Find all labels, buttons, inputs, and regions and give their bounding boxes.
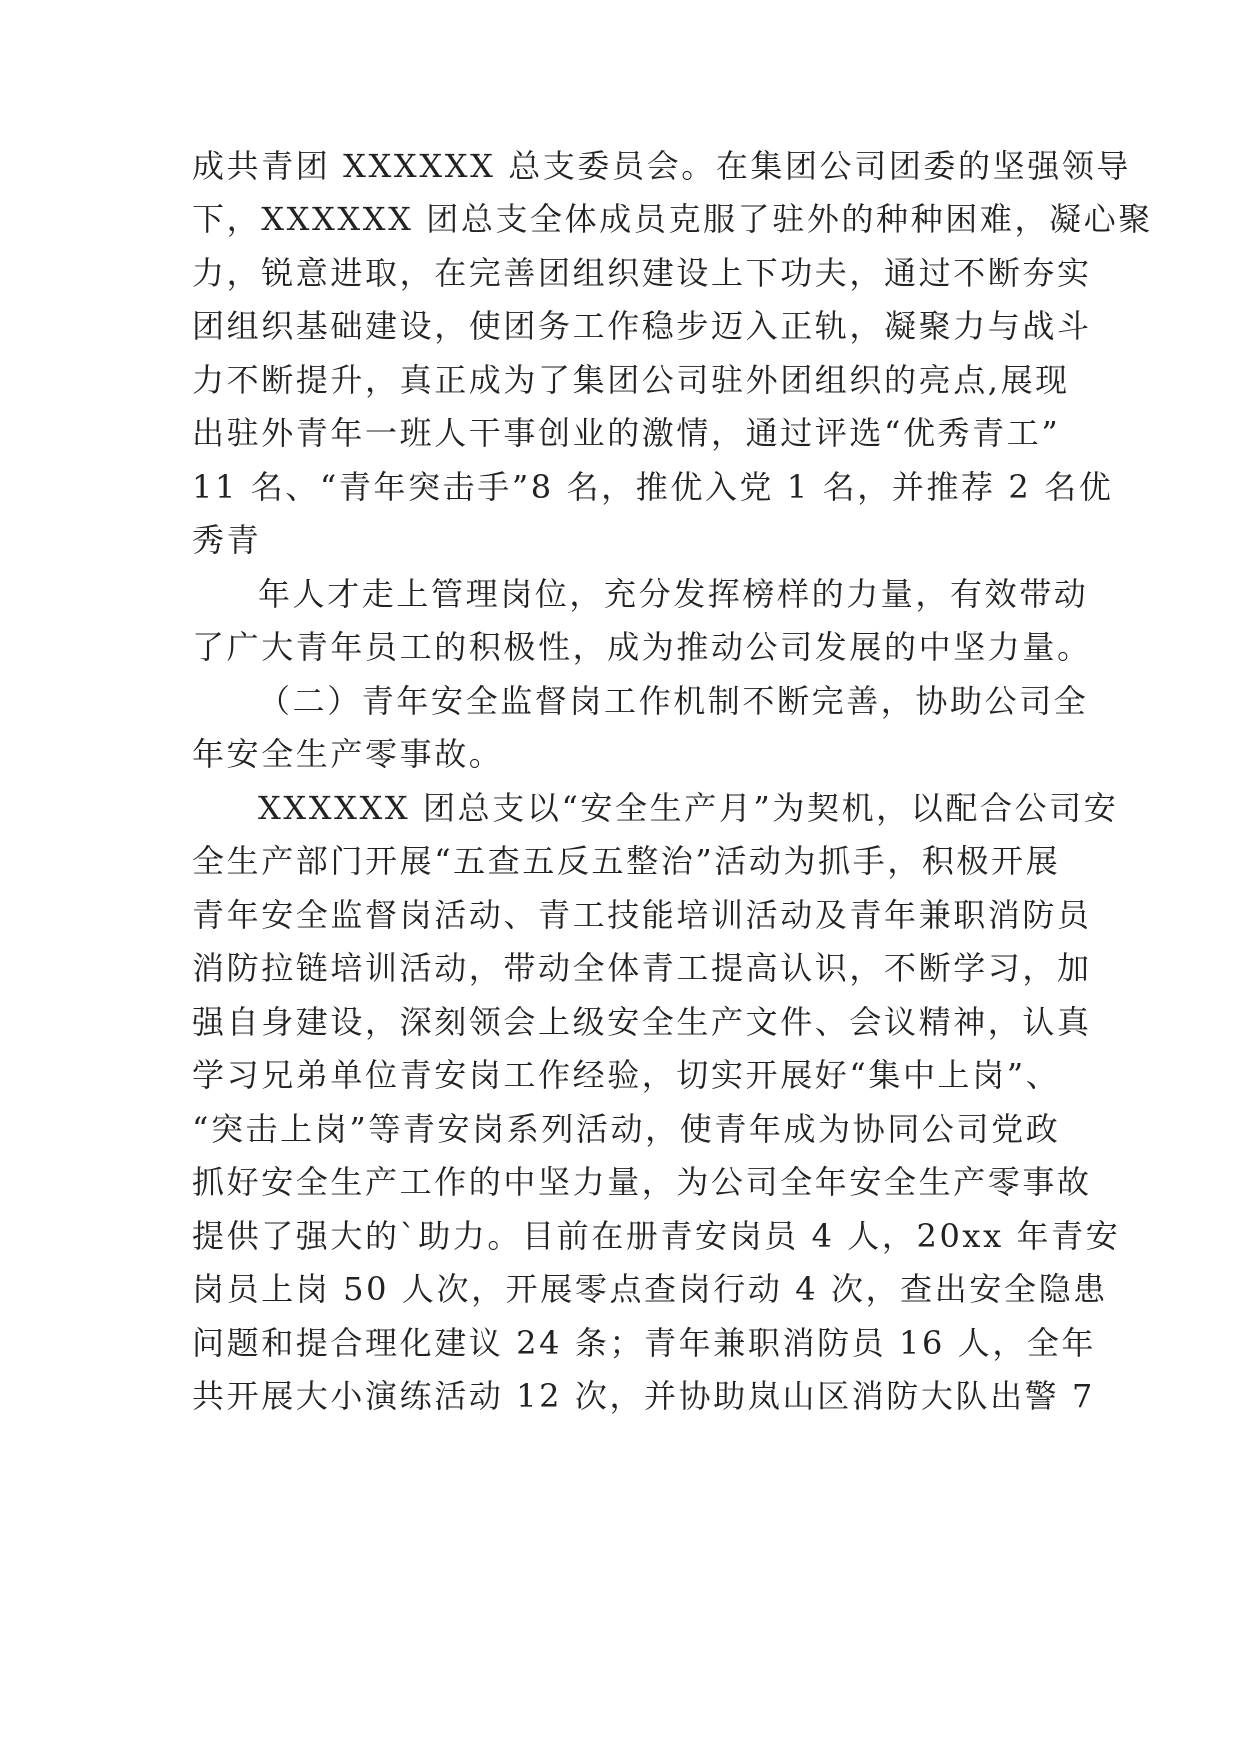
text-line-22: 岗员上岗 50 人次，开展零点查岗行动 4 次，查出安全隐患 <box>192 1270 1108 1308</box>
text-line-9: 年人才走上管理岗位，充分发挥榜样的力量，有效带动 <box>258 575 1089 613</box>
text-line-8: 秀青 <box>192 521 262 559</box>
text-line-4: 团组织基础建设，使团务工作稳步迈入正轨，凝聚力与战斗 <box>192 307 1092 345</box>
text-line-13: XXXXXX 团总支以“安全生产月”为契机，以配合公司安 <box>258 789 1119 827</box>
text-line-6: 出驻外青年一班人干事创业的激情，通过评选“优秀青工” <box>192 414 1061 452</box>
text-line-1: 成共青团 XXXXXX 总支委员会。在集团公司团委的坚强领导 <box>192 147 1132 185</box>
text-line-16: 消防拉链培训活动，带动全体青工提高认识，不断学习，加 <box>192 949 1092 987</box>
text-line-2: 下，XXXXXX 团总支全体成员克服了驻外的种种困难，凝心聚 <box>192 200 1153 238</box>
text-line-10: 了广大青年员工的积极性，成为推动公司发展的中坚力量。 <box>192 628 1092 666</box>
text-line-18: 学习兄弟单位青安岗工作经验，切实开展好“集中上岗”、 <box>192 1056 1061 1094</box>
text-line-7: 11 名、“青年突击手”8 名，推优入党 1 名，并推荐 2 名优 <box>192 468 1114 506</box>
text-line-3: 力，锐意进取，在完善团组织建设上下功夫，通过不断夯实 <box>192 254 1092 292</box>
text-line-20: 抓好安全生产工作的中坚力量，为公司全年安全生产零事故 <box>192 1163 1092 1201</box>
text-line-24: 共开展大小演练活动 12 次，并协助岚山区消防大队出警 7 <box>192 1377 1095 1415</box>
text-line-23: 问题和提合理化建议 24 条；青年兼职消防员 16 人，全年 <box>192 1324 1097 1362</box>
text-line-15: 青年安全监督岗活动、青工技能培训活动及青年兼职消防员 <box>192 896 1092 934</box>
text-line-19: “突击上岗”等青安岗系列活动，使青年成为协同公司党政 <box>192 1110 1061 1148</box>
text-line-5: 力不断提升，真正成为了集团公司驻外团组织的亮点,展现 <box>192 361 1070 399</box>
section-heading: （二）青年安全监督岗工作机制不断完善，协助公司全 <box>258 682 1089 720</box>
text-line-21: 提供了强大的`助力。目前在册青安岗员 4 人，20xx 年青安 <box>192 1217 1121 1255</box>
text-line-17: 强自身建设，深刻领会上级安全生产文件、会议精神，认真 <box>192 1003 1092 1041</box>
text-line-14: 全生产部门开展“五查五反五整治”活动为抓手，积极开展 <box>192 842 1061 880</box>
text-line-12: 年安全生产零事故。 <box>192 735 504 773</box>
